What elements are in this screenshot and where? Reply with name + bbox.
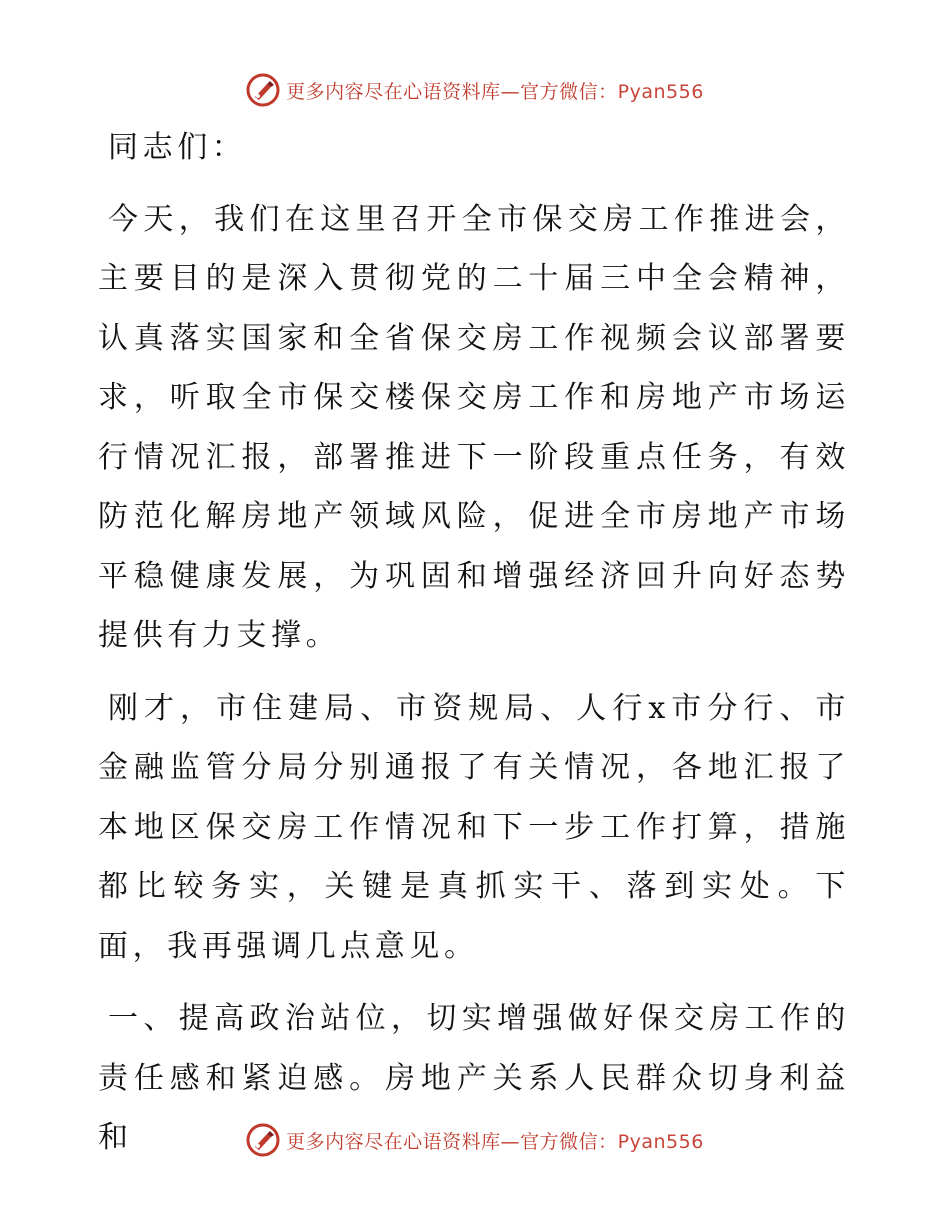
document-body (98, 118, 850, 1168)
pen-logo-icon (246, 73, 280, 107)
watermark-header (0, 70, 950, 110)
wechat-id: Pyan556 (617, 1130, 704, 1153)
paragraph-reports: 刚才，市住建局、市资规局、人行x市分行、市金融监管分局分别通报了有关情况，各地汇报了本地区保交房工作情况和下一步工作打算，措施都比较务实，关键是真抓实干、落到实处。下面，我再强调几点意见。 (98, 690, 850, 964)
watermark-text: 更多内容尽在心语资料库—官方微信：Pyan556 (286, 1130, 704, 1153)
watermark-footer (0, 1120, 950, 1160)
paragraph-point-one: 一、提高政治站位，切实增强做好保交房工作的责任感和紧迫感。房地产关系人民群众切身利益和 (98, 1001, 850, 1155)
wechat-id: Pyan556 (617, 80, 704, 103)
paragraph-opening: 今天，我们在这里召开全市保交房工作推进会，主要目的是深入贯彻党的二十届三中全会精神，认真落实国家和全省保交房工作视频会议部署要求，听取全市保交楼保交房工作和房地产市场运行情况汇报，部署推进下一阶段重点任务，有效防范化解房地产领域风险，促进全市房地产市场平稳健康发展，为巩固和增强经济回升向好态势提供有力支撑。 (98, 201, 850, 653)
watermark-text: 更多内容尽在心语资料库—官方微信：Pyan556 (286, 80, 704, 103)
pen-logo-icon (246, 1123, 280, 1157)
greeting: 同志们： (108, 130, 247, 165)
